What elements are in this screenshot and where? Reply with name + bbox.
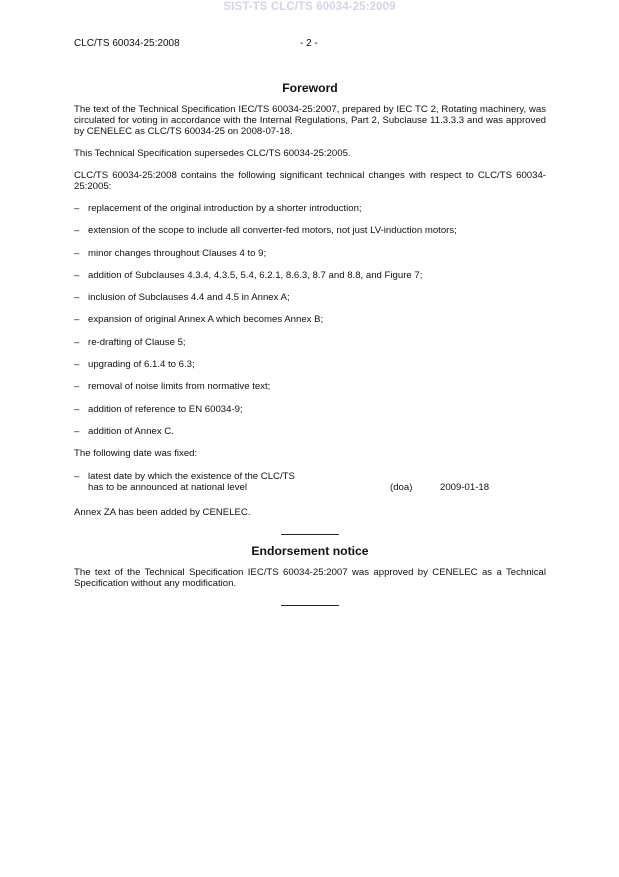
- list-item-text: replacement of the original introduction by a shorter introduction;: [88, 203, 362, 214]
- list-item-text: extension of the scope to include all converter-fed motors, not just LV-induction motors;: [88, 225, 457, 237]
- list-item: [74, 359, 546, 370]
- list-item-text: addition of Annex C.: [88, 425, 174, 437]
- dash-bullet: –: [74, 471, 80, 483]
- dash-bullet: –: [74, 247, 80, 259]
- dash-bullet: –: [74, 359, 80, 371]
- list-item-text: minor changes throughout Clauses 4 to 9;: [88, 247, 267, 259]
- changes-list: [74, 203, 546, 437]
- dash-bullet: –: [74, 403, 80, 415]
- list-item-text: upgrading of 6.1.4 to 6.3;: [88, 359, 195, 371]
- list-item-text: removal of noise limits from normative text;: [88, 381, 271, 393]
- header-document-id: CLC/TS 60034-25:2008: [74, 38, 180, 49]
- dash-bullet: –: [74, 269, 80, 281]
- list-item-text: addition of Subclauses 4.3.4, 4.3.5, 5.4, 6.2.1, 8.6.3, 8.7 and 8.8, and Figure 7;: [88, 269, 423, 281]
- dash-bullet: –: [74, 381, 80, 393]
- date-item: [74, 471, 546, 493]
- list-item-text: inclusion of Subclauses 4.4 and 4.5 in Annex A;: [88, 292, 290, 304]
- section-divider: [281, 534, 339, 535]
- date-abbreviation: (doa): [390, 482, 413, 494]
- list-item-text: expansion of original Annex A which becomes Annex B;: [88, 314, 324, 326]
- annex-note: Annex ZA has been added by CENELEC.: [74, 507, 251, 519]
- supersedes-note: This Technical Specification supersedes CLC/TS 60034-25:2005.: [74, 148, 351, 159]
- list-item: [74, 203, 546, 214]
- list-item: [74, 314, 546, 325]
- list-item: [74, 426, 546, 437]
- dash-bullet: –: [74, 292, 80, 304]
- date-value: 2009-01-18: [440, 482, 490, 494]
- date-item-line1: latest date by which the existence of the CLC/TS: [88, 471, 295, 483]
- page-number: - 2 -: [300, 38, 318, 49]
- list-item: [74, 337, 546, 348]
- dash-bullet: –: [74, 336, 80, 348]
- endorsement-text: The text of the Technical Specification IEC/TS 60034-25:2007 was approved by CENELEC as a Technical Specification without any modification.: [74, 567, 546, 590]
- list-item: [74, 248, 546, 259]
- endorsement-heading: Endorsement notice: [251, 544, 369, 559]
- changes-intro: CLC/TS 60034-25:2008 contains the following significant technical changes with respect to CLC/TS 60034-25:2005:: [74, 170, 546, 192]
- watermark: SIST-TS CLC/TS 60034-25:2009: [223, 1, 396, 13]
- date-item-line2: has to be announced at national level: [88, 482, 247, 494]
- list-item: [74, 225, 546, 236]
- list-item: [74, 292, 546, 303]
- dash-bullet: –: [74, 314, 80, 326]
- dates-intro: The following date was fixed:: [74, 448, 198, 460]
- dash-bullet: –: [74, 225, 80, 237]
- foreword-intro: The text of the Technical Specification IEC/TS 60034-25:2007, prepared by IEC TC 2, Rotating machinery, was circulated for voting in accordance with the Internal Regulations, Part 2, Subclause 11.3.3.3 and was approved by CENELEC as CLC/TS 60034-25 on 2008-07-18.: [74, 104, 546, 137]
- list-item-text: addition of reference to EN 60034-9;: [88, 403, 243, 415]
- section-divider: [281, 605, 339, 606]
- document-body: [74, 81, 546, 606]
- dash-bullet: –: [74, 425, 80, 437]
- dash-bullet: –: [74, 203, 80, 214]
- list-item: [74, 404, 546, 415]
- list-item-text: re-drafting of Clause 5;: [88, 336, 186, 348]
- foreword-heading: Foreword: [282, 81, 338, 95]
- list-item: [74, 381, 546, 392]
- list-item: [74, 270, 546, 281]
